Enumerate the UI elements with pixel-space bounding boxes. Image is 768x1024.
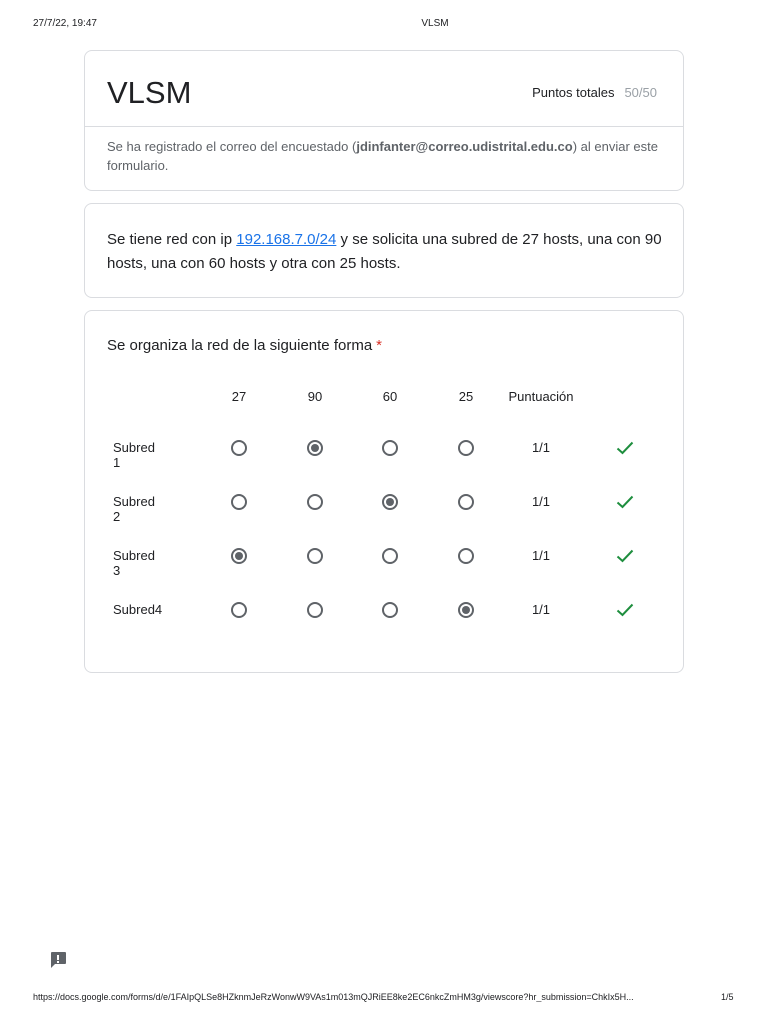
print-page-number: 1/5 xyxy=(721,992,734,1002)
radio-option[interactable] xyxy=(382,602,398,618)
form-title: VLSM xyxy=(107,75,192,110)
row-label: Subred 3 xyxy=(113,548,155,578)
checkmark-icon xyxy=(616,603,634,617)
row-score: 1/1 xyxy=(531,440,551,455)
form-header-card xyxy=(84,50,684,191)
description-card xyxy=(84,203,684,298)
radio-option[interactable] xyxy=(307,440,323,456)
column-header: 90 xyxy=(307,389,323,404)
row-score: 1/1 xyxy=(531,548,551,563)
radio-option[interactable] xyxy=(458,548,474,564)
question-title xyxy=(107,337,382,354)
report-problem-icon[interactable] xyxy=(48,950,68,970)
score-column-header: Puntuación xyxy=(508,389,574,404)
header-divider xyxy=(85,126,683,127)
radio-option[interactable] xyxy=(458,440,474,456)
email-note xyxy=(107,137,662,175)
radio-option[interactable] xyxy=(307,548,323,564)
question-card xyxy=(84,310,684,673)
total-points xyxy=(532,85,657,100)
print-url: https://docs.google.com/forms/d/e/1FAIpQLSe8HZknmJeRzWonwW9VAs1m013mQJRiEE8ke2EC6nkcZmHM3g/viewscore?hr_submission=ChkIx5H... xyxy=(33,992,634,1002)
column-header: 60 xyxy=(382,389,398,404)
required-mark: * xyxy=(376,337,383,354)
checkmark-icon xyxy=(616,549,634,563)
print-header xyxy=(0,18,768,32)
description-text-after: y se solicita una subred de 27 hosts, una con 90 hosts, una con 60 hosts y otra con 25 hosts. xyxy=(107,231,662,272)
radio-option[interactable] xyxy=(382,494,398,510)
row-label: Subred 1 xyxy=(113,440,155,470)
radio-option[interactable] xyxy=(458,602,474,618)
question-title-text: Se organiza la red de la siguiente forma xyxy=(107,337,373,354)
radio-option[interactable] xyxy=(231,494,247,510)
radio-option[interactable] xyxy=(382,548,398,564)
radio-option[interactable] xyxy=(458,494,474,510)
column-header: 25 xyxy=(458,389,474,404)
row-score: 1/1 xyxy=(531,602,551,617)
checkmark-icon xyxy=(616,495,634,509)
email-note-prefix: Se ha registrado el correo del encuestado ( xyxy=(107,139,357,154)
radio-option[interactable] xyxy=(382,440,398,456)
radio-option[interactable] xyxy=(307,494,323,510)
respondent-email: jdinfanter@correo.udistrital.edu.co xyxy=(356,139,573,154)
ip-link[interactable]: 192.168.7.0/24 xyxy=(236,231,337,248)
radio-option[interactable] xyxy=(231,440,247,456)
radio-option[interactable] xyxy=(231,602,247,618)
radio-option[interactable] xyxy=(307,602,323,618)
print-title: VLSM xyxy=(421,18,449,29)
row-label: Subred 2 xyxy=(113,494,155,524)
row-score: 1/1 xyxy=(531,494,551,509)
total-points-label: Puntos totales xyxy=(532,85,615,100)
description-text xyxy=(107,228,662,276)
print-datetime: 27/7/22, 19:47 xyxy=(33,18,97,29)
row-label: Subred4 xyxy=(113,602,163,617)
description-text-before: Se tiene red con ip xyxy=(107,231,237,248)
total-points-value: 50/50 xyxy=(624,85,657,100)
checkmark-icon xyxy=(616,441,634,455)
radio-option[interactable] xyxy=(231,548,247,564)
column-header: 27 xyxy=(231,389,247,404)
email-note-suffix: ) al enviar este formulario. xyxy=(107,139,658,173)
